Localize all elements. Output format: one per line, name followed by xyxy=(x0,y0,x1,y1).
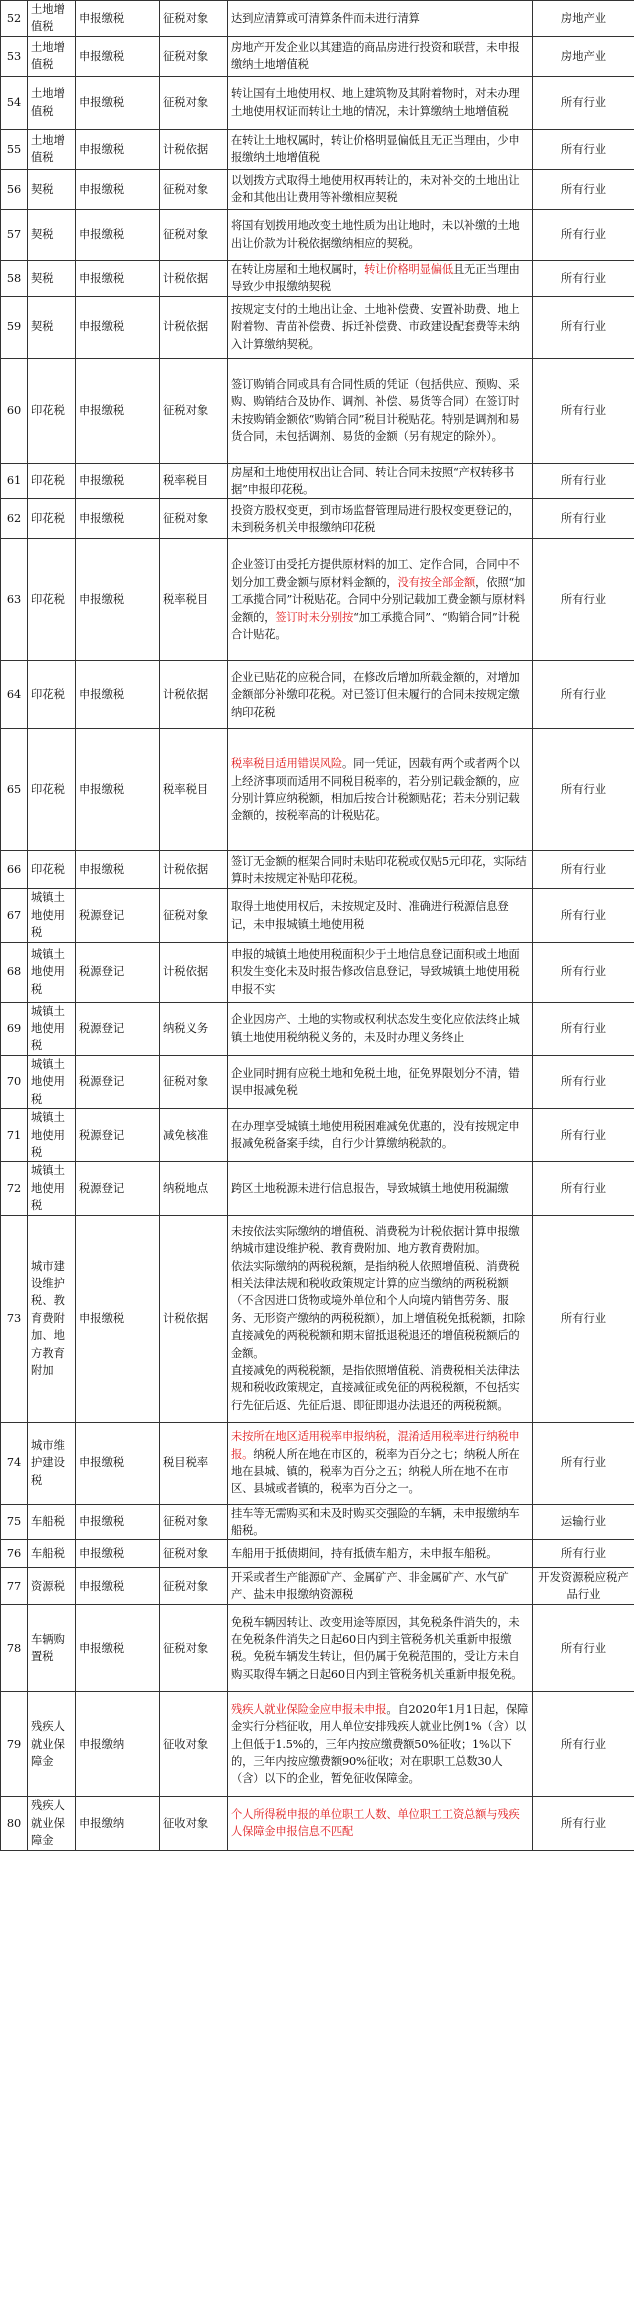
description-text: 企业同时拥有应税土地和免税土地，征免界限划分不清，错误申报减免税 xyxy=(231,1066,520,1097)
table-row xyxy=(1,1692,634,1797)
row-number: 59 xyxy=(1,296,28,358)
risk-description xyxy=(228,209,533,260)
highlighted-text: 个人所得税申报的单位职工人数、单位职工工资总额与残疾人保障金申报信息不匹配 xyxy=(231,1808,520,1839)
description-text: 房地产开发企业以其建造的商品房进行投资和联营，未申报缴纳土地增值税 xyxy=(231,40,520,72)
process-link: 申报缴税 xyxy=(76,76,160,129)
applicable-industry: 所有行业 xyxy=(533,1692,634,1797)
table-row xyxy=(1,1,634,37)
description-text: 转让国有土地使用权、地上建筑物及其附着物时，对未办理土地使用权证而转让土地的情况，未计算缴纳土地增值税 xyxy=(231,87,520,118)
process-link: 税源登记 xyxy=(76,1109,160,1162)
risk-category: 征税对象 xyxy=(160,499,228,539)
process-link: 申报缴税 xyxy=(76,729,160,851)
process-link: 申报缴税 xyxy=(76,499,160,539)
table-row xyxy=(1,661,634,729)
table-row xyxy=(1,1162,634,1215)
tax-type: 资源税 xyxy=(28,1568,76,1605)
row-number: 78 xyxy=(1,1605,28,1692)
risk-category: 计税依据 xyxy=(160,129,228,169)
description-text: 达到应清算或可清算条件而未进行清算 xyxy=(231,11,420,25)
process-link: 申报缴税 xyxy=(76,539,160,661)
row-number: 80 xyxy=(1,1797,28,1850)
table-row xyxy=(1,129,634,169)
row-number: 71 xyxy=(1,1109,28,1162)
tax-type: 契税 xyxy=(28,260,76,296)
tax-type: 残疾人就业保障金 xyxy=(28,1692,76,1797)
description-text: 车船用于抵债期间，持有抵债车船方，未申报车船税。 xyxy=(231,1547,498,1561)
risk-category: 征税对象 xyxy=(160,1605,228,1692)
risk-category: 计税依据 xyxy=(160,296,228,358)
process-link: 税源登记 xyxy=(76,1055,160,1108)
risk-description xyxy=(228,942,533,1002)
row-number: 55 xyxy=(1,129,28,169)
table-row xyxy=(1,851,634,889)
highlighted-text: 残疾人就业保险金应申报未申报 xyxy=(231,1702,387,1716)
description-text: 未按依法实际缴纳的增值税、消费税为计税依据计算申报缴纳城市建设维护税、教育费附加、地方教育费附加。 xyxy=(231,1224,520,1256)
risk-category: 征税对象 xyxy=(160,76,228,129)
risk-description xyxy=(228,1055,533,1108)
table-row xyxy=(1,358,634,463)
row-number: 67 xyxy=(1,889,28,942)
highlighted-text: 签订时未分别按 xyxy=(275,610,354,624)
description-text: 申报的城镇土地使用税面积少于土地信息登记面积或土地面积发生变化未及时报告修改信息登记，导致城镇土地使用税申报不实 xyxy=(231,948,520,996)
risk-description xyxy=(228,1692,533,1797)
risk-category: 征税对象 xyxy=(160,1504,228,1540)
description-text: 挂车等无需购买和未及时购买交强险的车辆，未申报缴纳车船税。 xyxy=(231,1506,520,1537)
description-text: 按规定支付的土地出让金、土地补偿费、安置补助费、地上附着物、青苗补偿费、拆迁补偿费、市政建设配套费等未纳入计算缴纳契税。 xyxy=(231,303,520,351)
row-number: 62 xyxy=(1,499,28,539)
row-number: 65 xyxy=(1,729,28,851)
description-text: 且无正当理由导致少申报缴纳契税 xyxy=(231,262,520,294)
row-number: 60 xyxy=(1,358,28,463)
risk-description xyxy=(228,729,533,851)
table-row xyxy=(1,1422,634,1504)
risk-description xyxy=(228,76,533,129)
row-number: 61 xyxy=(1,463,28,499)
risk-description xyxy=(228,499,533,539)
table-row xyxy=(1,1568,634,1605)
process-link: 税源登记 xyxy=(76,889,160,942)
risk-category: 征收对象 xyxy=(160,1797,228,1850)
applicable-industry: 所有行业 xyxy=(533,1215,634,1422)
table-row xyxy=(1,209,634,260)
description-text: 在办理享受城镇土地使用税困难减免优惠的，没有按规定申报减免税备案手续，自行少计算缴纳税款的。 xyxy=(231,1119,520,1151)
table-row xyxy=(1,889,634,942)
tax-type: 城镇土地使用税 xyxy=(28,1055,76,1108)
table-row xyxy=(1,36,634,76)
process-link: 申报缴税 xyxy=(76,1422,160,1504)
table-row xyxy=(1,499,634,539)
applicable-industry: 所有行业 xyxy=(533,1162,634,1215)
process-link: 申报缴税 xyxy=(76,1,160,37)
risk-category: 计税依据 xyxy=(160,942,228,1002)
applicable-industry: 所有行业 xyxy=(533,729,634,851)
table-row xyxy=(1,1055,634,1108)
description-text: 在转让房屋和土地权属时， xyxy=(231,262,365,276)
process-link: 税源登记 xyxy=(76,1002,160,1055)
risk-description xyxy=(228,1109,533,1162)
risk-description xyxy=(228,539,533,661)
process-link: 申报缴税 xyxy=(76,129,160,169)
description-text: 在转让土地权属时，转让价格明显偏低且无正当理由，少申报缴纳土地增值税 xyxy=(231,133,520,165)
risk-description xyxy=(228,1215,533,1422)
applicable-industry: 所有行业 xyxy=(533,129,634,169)
tax-type: 印花税 xyxy=(28,661,76,729)
table-row xyxy=(1,942,634,1002)
risk-description xyxy=(228,296,533,358)
table-row xyxy=(1,1504,634,1540)
risk-category: 计税依据 xyxy=(160,851,228,889)
tax-type: 城市建设维护税、教育费附加、地方教育附加 xyxy=(28,1215,76,1422)
table-row xyxy=(1,539,634,661)
tax-type: 土地增值税 xyxy=(28,36,76,76)
description-text: 以划拨方式取得土地使用权再转让的，未对补交的土地出让金和其他出让费用等补缴相应契税 xyxy=(231,173,520,205)
row-number: 58 xyxy=(1,260,28,296)
tax-type: 城镇土地使用税 xyxy=(28,889,76,942)
risk-category: 征税对象 xyxy=(160,1540,228,1568)
tax-type: 城市维护建设税 xyxy=(28,1422,76,1504)
row-number: 79 xyxy=(1,1692,28,1797)
process-link: 申报缴税 xyxy=(76,1540,160,1568)
tax-type: 城镇土地使用税 xyxy=(28,1109,76,1162)
risk-description xyxy=(228,851,533,889)
risk-category: 征税对象 xyxy=(160,1,228,37)
risk-description xyxy=(228,1002,533,1055)
table-row xyxy=(1,169,634,209)
description-text: ，依照“加工承揽合同”计税贴花。合同中分别记载加工费金额与原材料金额的， xyxy=(231,575,526,624)
description-text: 企业已贴花的应税合同，在修改后增加所载金额的，对增加金额部分补缴印花税。对已签订但未履行的合同未按规定缴纳印花税 xyxy=(231,670,520,719)
description-text: 将国有划拨用地改变土地性质为出让地时，未以补缴的土地出让价款为计税依据缴纳相应的契税。 xyxy=(231,219,520,250)
risk-category: 征税对象 xyxy=(160,1568,228,1605)
row-number: 54 xyxy=(1,76,28,129)
tax-type: 印花税 xyxy=(28,729,76,851)
applicable-industry: 所有行业 xyxy=(533,851,634,889)
applicable-industry: 所有行业 xyxy=(533,76,634,129)
risk-description xyxy=(228,260,533,296)
risk-category: 征税对象 xyxy=(160,209,228,260)
risk-description xyxy=(228,1422,533,1504)
applicable-industry: 所有行业 xyxy=(533,296,634,358)
tax-type: 土地增值税 xyxy=(28,76,76,129)
risk-category: 减免核准 xyxy=(160,1109,228,1162)
highlighted-text: 未按所在地区适用税率申报纳税，混淆适用税率进行纳税申报。 xyxy=(231,1430,520,1461)
applicable-industry: 房地产业 xyxy=(533,1,634,37)
description-text: 纳税人所在地在市区的，税率为百分之七；纳税人所在地在县城、镇的，税率为百分之五；纳税人所在地不在市区、县城或者镇的，税率为百分之一。 xyxy=(231,1447,520,1496)
highlighted-text: 税率税目适用错误风险 xyxy=(231,757,342,771)
row-number: 57 xyxy=(1,209,28,260)
process-link: 税源登记 xyxy=(76,942,160,1002)
process-link: 申报缴税 xyxy=(76,296,160,358)
applicable-industry: 所有行业 xyxy=(533,1605,634,1692)
row-number: 56 xyxy=(1,169,28,209)
tax-type: 契税 xyxy=(28,209,76,260)
table-row xyxy=(1,1540,634,1568)
description-text: 直接减免的两税税额，是指依照增值税、消费税相关法律法规和税收政策规定，直接减征或免征的两税税额，不包括实行先征后返、先征后退、即征即退办法退还的两税税额。 xyxy=(231,1364,520,1412)
applicable-industry: 所有行业 xyxy=(533,1797,634,1850)
risk-description xyxy=(228,1,533,37)
tax-type: 城镇土地使用税 xyxy=(28,1002,76,1055)
risk-description xyxy=(228,1568,533,1605)
process-link: 申报缴税 xyxy=(76,1215,160,1422)
risk-category: 征税对象 xyxy=(160,1055,228,1108)
row-number: 76 xyxy=(1,1540,28,1568)
process-link: 申报缴纳 xyxy=(76,1797,160,1850)
description-text: 免税车辆因转让、改变用途等原因，其免税条件消失的，未在免税条件消失之日起60日内到主管税务机关重新申报缴税。免税车辆发生转让，但仍属于免税范围的，受让方未自购买取得车辆之日起60日内到主管税务机关重新申报免税。 xyxy=(231,1615,523,1681)
table-row xyxy=(1,1797,634,1850)
table-row xyxy=(1,1002,634,1055)
process-link: 申报缴税 xyxy=(76,209,160,260)
process-link: 申报缴税 xyxy=(76,169,160,209)
applicable-industry: 所有行业 xyxy=(533,260,634,296)
table-row xyxy=(1,1109,634,1162)
risk-category: 税率税目 xyxy=(160,539,228,661)
table-row xyxy=(1,260,634,296)
risk-description xyxy=(228,661,533,729)
applicable-industry: 所有行业 xyxy=(533,1540,634,1568)
risk-description xyxy=(228,1540,533,1568)
process-link: 申报缴税 xyxy=(76,1568,160,1605)
description-text: 跨区土地税源未进行信息报告，导致城镇土地使用税漏缴 xyxy=(231,1181,509,1195)
row-number: 52 xyxy=(1,1,28,37)
process-link: 申报缴税 xyxy=(76,358,160,463)
description-text: 。同一凭证，因载有两个或者两个以上经济事项而适用不同税目税率的，若分别记载金额的，应分别计算应纳税额，相加后按合计税额贴花；若未分别记载金额的，按税率高的计税贴花。 xyxy=(231,757,520,823)
highlighted-text: 没有按全部金额 xyxy=(397,575,476,589)
table-row xyxy=(1,296,634,358)
description-text: 企业签订由受托方提供原材料的加工、定作合同，合同中不划分加工费金额与原材料金额的， xyxy=(231,558,520,589)
risk-category: 税目税率 xyxy=(160,1422,228,1504)
risk-category: 税率税目 xyxy=(160,729,228,851)
risk-description xyxy=(228,36,533,76)
risk-category: 征收对象 xyxy=(160,1692,228,1797)
risk-description xyxy=(228,463,533,499)
row-number: 69 xyxy=(1,1002,28,1055)
tax-type: 残疾人就业保障金 xyxy=(28,1797,76,1850)
risk-category: 计税依据 xyxy=(160,1215,228,1422)
risk-description xyxy=(228,1797,533,1850)
risk-category: 计税依据 xyxy=(160,260,228,296)
applicable-industry: 所有行业 xyxy=(533,942,634,1002)
tax-type: 印花税 xyxy=(28,358,76,463)
applicable-industry: 所有行业 xyxy=(533,889,634,942)
risk-category: 征税对象 xyxy=(160,889,228,942)
description-text: 。自2020年1月1日起，保障金实行分档征收，用人单位安排残疾人就业比例1%（含）以上但低于1.5%的，三年内按应缴费额50%征收；1%以下的，三年内按应缴费额90%征收；对在职职工总数30人（含）以下的企业，暂免征收保障金。 xyxy=(231,1702,529,1786)
tax-type: 城镇土地使用税 xyxy=(28,1162,76,1215)
row-number: 75 xyxy=(1,1504,28,1540)
applicable-industry: 所有行业 xyxy=(533,169,634,209)
process-link: 申报缴税 xyxy=(76,851,160,889)
risk-category: 征税对象 xyxy=(160,358,228,463)
process-link: 申报缴纳 xyxy=(76,1692,160,1797)
table-body xyxy=(1,1,634,1851)
tax-type: 印花税 xyxy=(28,539,76,661)
risk-description xyxy=(228,1504,533,1540)
applicable-industry: 所有行业 xyxy=(533,539,634,661)
applicable-industry: 所有行业 xyxy=(533,1055,634,1108)
row-number: 68 xyxy=(1,942,28,1002)
risk-description xyxy=(228,129,533,169)
risk-category: 计税依据 xyxy=(160,661,228,729)
applicable-industry: 所有行业 xyxy=(533,1002,634,1055)
applicable-industry: 所有行业 xyxy=(533,209,634,260)
process-link: 税源登记 xyxy=(76,1162,160,1215)
table-row xyxy=(1,1605,634,1692)
description-text: 签订购销合同或具有合同性质的凭证（包括供应、预购、采购、购销结合及协作、调剂、补偿、易货等合同）在签订时未按购销金额依“购销合同”税目计税贴花。特别是调剂和易货合同，未包括调剂、易货的金额（另有规定的除外）。 xyxy=(231,377,520,444)
risk-category: 税率税目 xyxy=(160,463,228,499)
table-row xyxy=(1,729,634,851)
process-link: 申报缴税 xyxy=(76,661,160,729)
row-number: 72 xyxy=(1,1162,28,1215)
row-number: 74 xyxy=(1,1422,28,1504)
row-number: 53 xyxy=(1,36,28,76)
risk-description xyxy=(228,889,533,942)
tax-type: 车船税 xyxy=(28,1504,76,1540)
tax-type: 土地增值税 xyxy=(28,1,76,37)
description-text: 房屋和土地使用权出让合同、转让合同未按照“产权转移书据”申报印花税。 xyxy=(231,465,514,497)
applicable-industry: 所有行业 xyxy=(533,358,634,463)
risk-category: 征税对象 xyxy=(160,36,228,76)
description-text: 依法实际缴纳的两税税额，是指纳税人依照增值税、消费税相关法律法规和税收政策规定计算的应当缴纳的两税税额（不含因进口货物或境外单位和个人向境内销售劳务、服务、无形资产缴纳的两税税额），加上增值税免抵税额，扣除直接减免的两税税额和期末留抵退税退还的增值税税额后的金额。 xyxy=(231,1259,525,1360)
description-text: 投资方股权变更，到市场监督管理局进行股权变更登记的，未到税务机关申报缴纳印花税 xyxy=(231,503,520,534)
applicable-industry: 所有行业 xyxy=(533,499,634,539)
applicable-industry: 所有行业 xyxy=(533,1109,634,1162)
process-link: 申报缴税 xyxy=(76,1605,160,1692)
row-number: 64 xyxy=(1,661,28,729)
process-link: 申报缴税 xyxy=(76,260,160,296)
risk-description xyxy=(228,169,533,209)
description-text: 开采或者生产能源矿产、金属矿产、非金属矿产、水气矿产、盐未申报缴纳资源税 xyxy=(231,1570,509,1602)
description-text: “加工承揽合同”、“购销合同”计税合计贴花。 xyxy=(231,610,520,642)
tax-type: 印花税 xyxy=(28,463,76,499)
applicable-industry: 房地产业 xyxy=(533,36,634,76)
description-text: 签订无金额的框架合同时未贴印花税或仅贴5元印花，实际结算时未按规定补贴印花税。 xyxy=(231,854,527,885)
tax-type: 车辆购置税 xyxy=(28,1605,76,1692)
tax-type: 契税 xyxy=(28,169,76,209)
table-row xyxy=(1,463,634,499)
process-link: 申报缴税 xyxy=(76,36,160,76)
risk-description xyxy=(228,358,533,463)
applicable-industry: 所有行业 xyxy=(533,661,634,729)
risk-category: 纳税地点 xyxy=(160,1162,228,1215)
highlighted-text: 转让价格明显偏低 xyxy=(364,262,453,276)
tax-type: 城镇土地使用税 xyxy=(28,942,76,1002)
row-number: 66 xyxy=(1,851,28,889)
tax-type: 印花税 xyxy=(28,851,76,889)
risk-description xyxy=(228,1605,533,1692)
applicable-industry: 所有行业 xyxy=(533,1422,634,1504)
risk-description xyxy=(228,1162,533,1215)
row-number: 73 xyxy=(1,1215,28,1422)
tax-type: 土地增值税 xyxy=(28,129,76,169)
row-number: 77 xyxy=(1,1568,28,1605)
process-link: 申报缴税 xyxy=(76,463,160,499)
row-number: 63 xyxy=(1,539,28,661)
risk-category: 纳税义务 xyxy=(160,1002,228,1055)
description-text: 取得土地使用权后，未按规定及时、准确进行税源信息登记，未申报城镇土地使用税 xyxy=(231,900,509,931)
applicable-industry: 所有行业 xyxy=(533,463,634,499)
row-number: 70 xyxy=(1,1055,28,1108)
table-row xyxy=(1,76,634,129)
tax-type: 车船税 xyxy=(28,1540,76,1568)
process-link: 申报缴税 xyxy=(76,1504,160,1540)
risk-category: 征税对象 xyxy=(160,169,228,209)
tax-type: 契税 xyxy=(28,296,76,358)
table-row xyxy=(1,1215,634,1422)
applicable-industry: 运输行业 xyxy=(533,1504,634,1540)
description-text: 企业因房产、土地的实物或权利状态发生变化应依法终止城镇土地使用税纳税义务的，未及时办理义务终止 xyxy=(231,1013,520,1044)
applicable-industry: 开发资源税应税产品行业 xyxy=(533,1568,634,1605)
tax-type: 印花税 xyxy=(28,499,76,539)
